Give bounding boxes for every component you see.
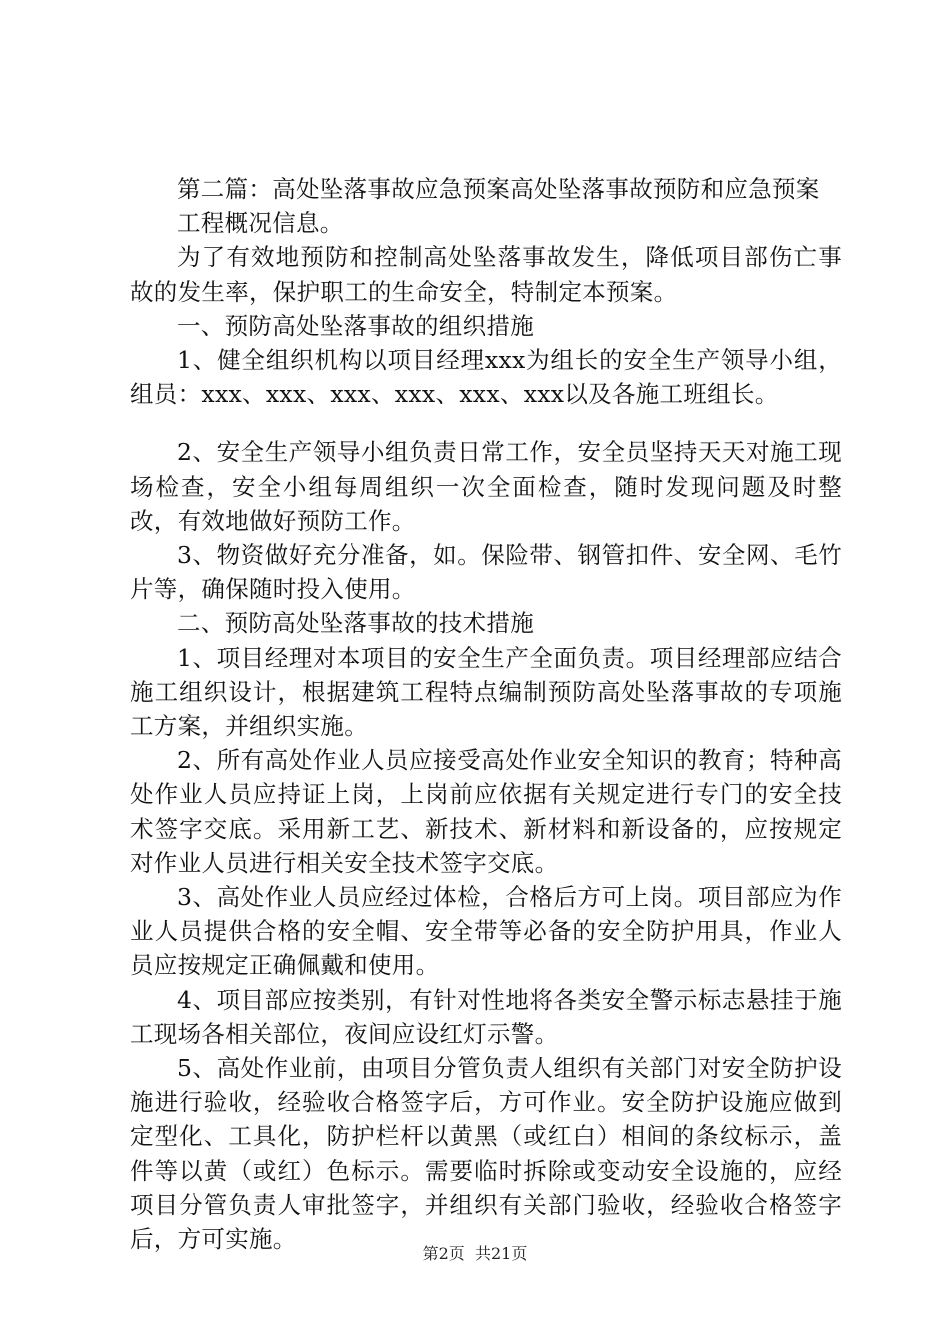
page-footer <box>0 1241 950 1264</box>
page-number: 第2页 <box>422 1244 465 1263</box>
paragraph-org-item-3: 3、物资做好充分准备，如。保险带、钢管扣件、安全网、毛竹片等，确保随时投入使用。 <box>130 541 842 604</box>
paragraph-purpose: 为了有效地预防和控制高处坠落事故发生，降低项目部伤亡事故的发生率，保护职工的生命安全，特制定本预案。 <box>130 243 842 306</box>
paragraph-tech-item-2: 2、所有高处作业人员应接受高处作业安全知识的教育；特种高处作业人员应持证上岗，上岗前应依据有关规定进行专门的安全技术签字交底。采用新工艺、新技术、新材料和新设备的，应按规定对作业人员进行相关安全技术签字交底。 <box>130 746 842 877</box>
heading-chapter-title: 第二篇：高处坠落事故应急预案高处坠落事故预防和应急预案 <box>177 175 820 203</box>
heading-section-technical: 二、预防高处坠落事故的技术措施 <box>177 609 534 638</box>
page-total: 共21页 <box>474 1244 528 1263</box>
heading-section-organization: 一、预防高处坠落事故的组织措施 <box>177 311 534 340</box>
paragraph-tech-item-1: 1、项目经理对本项目的安全生产全面负责。项目经理部应结合施工组织设计，根据建筑工程特点编制预防高处坠落事故的专项施工方案，并组织实施。 <box>130 643 842 741</box>
paragraph-org-item-1: 1、健全组织机构以项目经理xxx为组长的安全生产领导小组，组员：xxx、xxx、xxx、xxx、xxx、xxx以及各施工班组长。 <box>130 346 842 409</box>
paragraph-tech-item-3: 3、高处作业人员应经过体检，合格后方可上岗。项目部应为作业人员提供合格的安全帽、安全带等必备的安全防护用具，作业人员应按规定正确佩戴和使用。 <box>130 883 842 980</box>
document-body <box>130 172 842 1256</box>
paragraph-tech-item-4: 4、项目部应按类别，有针对性地将各类安全警示标志悬挂于施工现场各相关部位，夜间应设红灯示警。 <box>130 985 842 1048</box>
paragraph-project-overview: 工程概况信息。 <box>177 209 344 238</box>
paragraph-org-item-2: 2、安全生产领导小组负责日常工作，安全员坚持天天对施工现场检查，安全小组每周组织一次全面检查，随时发现问题及时整改，有效地做好预防工作。 <box>130 438 842 535</box>
paragraph-tech-item-5: 5、高处作业前，由项目分管负责人组织有关部门对安全防护设施进行验收，经验收合格签字后，方可作业。安全防护设施应做到定型化、工具化，防护栏杆以黄黑（或红白）相间的条纹标示，盖件等以黄（或红）色标示。需要临时拆除或变动安全设施的，应经项目分管负责人审批签字，并组织有关部门验收，经验收合格签字后，方可实施。 <box>130 1054 842 1254</box>
